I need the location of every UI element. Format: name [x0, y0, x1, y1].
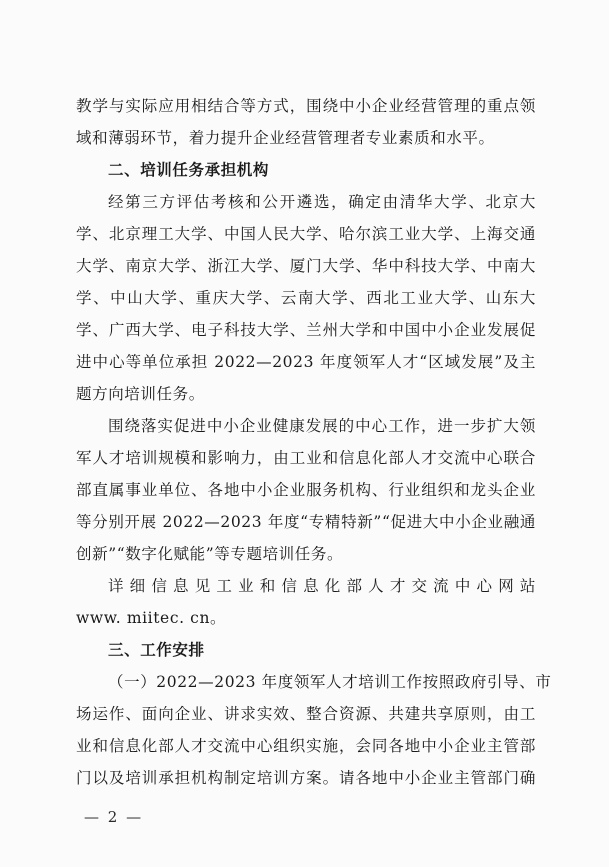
paragraph-line: 进中心等单位承担 2022—2023 年度领军人才“区域发展”及主 [76, 353, 536, 371]
paragraph-line: 教学与实际应用相结合等方式，围绕中小企业经营管理的重点领 [76, 97, 536, 115]
paragraph-line: 题方向培训任务。 [76, 385, 205, 403]
paragraph-line: 大学、南京大学、浙江大学、厦门大学、华中科技大学、中南大 [76, 257, 536, 275]
paragraph-line: （一）2022—2023 年度领军人才培训工作按照政府引导、市 [108, 673, 552, 691]
paragraph-line: 门以及培训承担机构制定培训方案。请各地中小企业主管部门确 [76, 769, 536, 787]
paragraph-line: 经第三方评估考核和公开遴选，确定由清华大学、北京大 [108, 193, 536, 211]
section-heading-3: 三、工作安排 [108, 641, 205, 659]
website-url: www. miitec. cn。 [76, 609, 227, 627]
paragraph-line: 业和信息化部人才交流中心组织实施，会同各地中小企业主管部 [76, 737, 536, 755]
paragraph-line: 学、北京理工大学、中国人民大学、哈尔滨工业大学、上海交通 [76, 225, 536, 243]
paragraph-line: 等分别开展 2022—2023 年度“专精特新”“促进大中小企业融通 [76, 513, 536, 531]
paragraph-line: 围绕落实促进中小企业健康发展的中心工作，进一步扩大领 [108, 417, 536, 435]
paragraph-line: 创新”“数字化赋能”等专题培训任务。 [76, 545, 344, 563]
section-heading-2: 二、培训任务承担机构 [108, 161, 270, 179]
paragraph-line: 详细信息见工业和信息化部人才交流中心网站 [108, 577, 536, 595]
paragraph-line: 学、中山大学、重庆大学、云南大学、西北工业大学、山东大 [76, 289, 536, 307]
paragraph-line: 域和薄弱环节，着力提升企业经营管理者专业素质和水平。 [76, 129, 495, 147]
page-number: — 2 — [84, 808, 144, 826]
paragraph-line: 部直属事业单位、各地中小企业服务机构、行业组织和龙头企业 [76, 481, 536, 499]
paragraph-line: 学、广西大学、电子科技大学、兰州大学和中国中小企业发展促 [76, 321, 536, 339]
document-body [76, 90, 552, 794]
paragraph-line: 场运作、面向企业、讲求实效、整合资源、共建共享原则，由工 [76, 705, 536, 723]
paragraph-line: 军人才培训规模和影响力，由工业和信息化部人才交流中心联合 [76, 449, 536, 467]
